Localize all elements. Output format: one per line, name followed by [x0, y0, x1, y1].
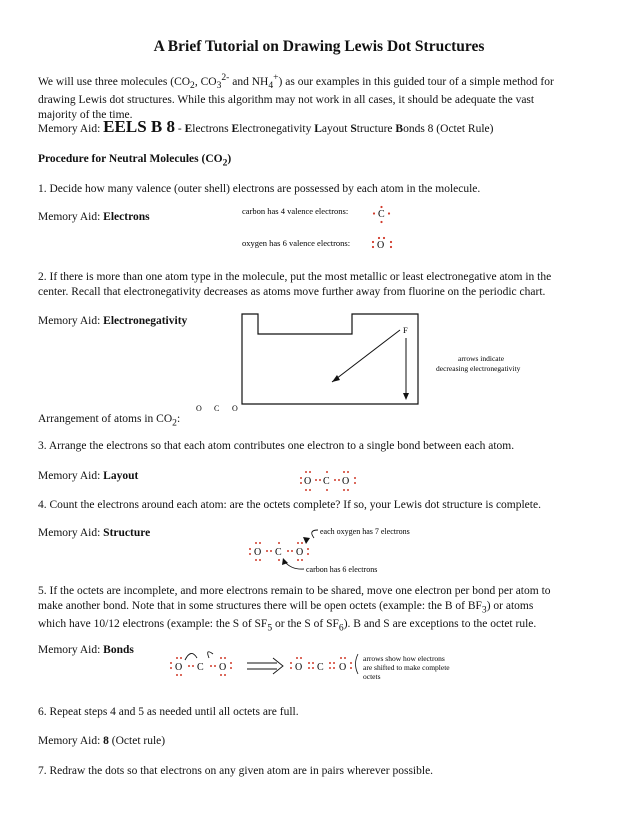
dash: -	[174, 123, 185, 135]
oxygen-atom: O	[254, 547, 262, 558]
initial: B	[395, 123, 404, 135]
oxygen-atom: O	[196, 404, 202, 413]
oxygen-arrowhead	[303, 537, 310, 544]
text: or the S of SF	[272, 618, 339, 631]
memory-aid-rest: (Octet rule)	[108, 735, 166, 747]
shift-arrow-left	[185, 653, 197, 660]
arrows-note-line-2: decreasing electronegativity	[436, 364, 521, 373]
superscript: +	[273, 72, 279, 83]
fluorine-label: F	[403, 325, 408, 335]
page-title: A Brief Tutorial on Drawing Lewis Dot Structures	[153, 38, 485, 55]
intro-text: ) as our examples in this guided tour of a simple method for	[278, 75, 554, 88]
memory-aid-label: Memory Aid:	[38, 211, 104, 223]
oxygen-atom: O	[377, 240, 385, 251]
step-2-line-1: 2. If there is more than one atom type in the molecule, put the most metallic or least electronegative atom in the	[38, 271, 552, 283]
carbon-atom: C	[197, 662, 204, 673]
heading-close: )	[227, 153, 232, 165]
memory-aid-electronegativity	[38, 314, 187, 329]
subscript: 2	[190, 80, 195, 92]
text: make another bond. Note that in some structures there will be open octets (example: the B of BF	[38, 600, 482, 612]
subscript: 3	[216, 80, 222, 92]
electronegativity-figure	[240, 312, 530, 408]
step-5-line-3	[38, 617, 628, 635]
step-4: 4. Count the electrons around each atom: are the octets complete? If so, your Lewis dot structure is complete.	[38, 499, 541, 511]
heading-text: Procedure for Neutral Molecules (CO	[38, 153, 223, 165]
subscript: 6	[338, 622, 344, 634]
subscript: 2	[172, 417, 177, 429]
arrows-note-line-1: arrows indicate	[458, 354, 505, 363]
memory-aid-main	[38, 119, 628, 137]
memory-aid-word: Electrons	[103, 211, 150, 223]
memory-aid-word: Electronegativity	[103, 315, 188, 327]
word: onds 8 (Octet Rule)	[403, 123, 494, 135]
periodic-table-outline	[242, 314, 418, 404]
carbon-valence-caption: carbon has 4 valence electrons:	[242, 206, 349, 216]
implies-arrow	[247, 658, 283, 674]
oxygen-atom: O	[339, 662, 347, 673]
superscript: 2-	[221, 72, 230, 83]
step-6: 6. Repeat steps 4 and 5 as needed until all octets are full.	[38, 706, 299, 718]
step-1: 1. Decide how many valence (outer shell) electrons are possessed by each atom in the molecule.	[38, 183, 481, 195]
oxygen-atom: O	[232, 404, 238, 413]
oxygen-atom: O	[296, 547, 304, 558]
text: ) or atoms	[486, 600, 534, 612]
intro-text: We will use three molecules (CO	[38, 75, 191, 88]
before-structure	[170, 652, 232, 676]
diagonal-arrow-line	[332, 330, 400, 382]
memory-aid-structure	[38, 526, 150, 541]
text: ). B and S are exceptions to the octet rule.	[343, 618, 537, 631]
bonds-note-line-1: arrows show how electrons	[363, 654, 445, 663]
oxygen-atom: O	[175, 662, 183, 673]
layout-figure	[296, 466, 360, 494]
memory-aid-bonds	[38, 643, 134, 658]
each-oxygen-caption: each oxygen has 7 electrons	[320, 527, 410, 536]
initial: E	[184, 123, 193, 135]
text: which have 10/12 electrons (example: the S of SF	[38, 618, 268, 631]
oxygen-atom: O	[219, 662, 227, 673]
memory-aid-octet	[38, 734, 165, 749]
shift-arrow-right	[208, 652, 213, 658]
initial: S	[350, 123, 357, 135]
atom-arrangement-figure	[192, 400, 252, 416]
bracket	[356, 654, 359, 674]
initial: E	[231, 123, 240, 135]
memory-aid-word: Structure	[103, 527, 151, 539]
arrangement-line	[38, 412, 180, 430]
step-3: 3. Arrange the electrons so that each atom contributes one electron to a single bond between each atom.	[38, 440, 515, 452]
intro-line-3: majority of the time.	[38, 109, 133, 122]
intro-text: , CO	[194, 75, 217, 88]
subscript: 2	[222, 157, 228, 169]
bonds-note-line-2: are shifted to make complete	[363, 663, 450, 672]
word: lectrons	[192, 123, 232, 135]
word: ayout	[321, 123, 351, 135]
subscript: 5	[267, 622, 273, 634]
oxygen-arrow	[312, 530, 318, 538]
carbon-atom: C	[378, 209, 385, 220]
step-5-line-1: 5. If the octets are incomplete, and more electrons remain to be shared, move one electron per bond per atom to	[38, 585, 551, 597]
oxygen-atom: O	[342, 476, 350, 487]
carbon-six-caption: carbon has 6 electrons	[306, 565, 378, 574]
memory-aid-label: Memory Aid:	[38, 315, 104, 327]
memory-aid-label: Memory Aid:	[38, 527, 104, 539]
step-2	[38, 270, 618, 300]
oxygen-valence-caption: oxygen has 6 valence electrons:	[242, 238, 351, 248]
bonds-note-line-3: octets	[363, 672, 381, 681]
procedure-heading	[38, 152, 231, 170]
arrangement-text: Arrangement of atoms in CO	[38, 413, 173, 425]
subscript: 3	[481, 604, 487, 616]
intro-line-1	[38, 70, 608, 93]
carbon-atom: C	[275, 547, 282, 558]
memory-aid-electrons	[38, 210, 150, 225]
intro-text: and NH	[229, 75, 269, 88]
step-5-line-2	[38, 599, 628, 617]
carbon-atom: C	[323, 476, 330, 487]
valence-figure	[240, 202, 400, 252]
step-7: 7. Redraw the dots so that electrons on any given atom are in pairs wherever possible.	[38, 765, 434, 777]
oxygen-atom: O	[295, 662, 303, 673]
memory-aid-label: Memory Aid:	[38, 644, 104, 656]
carbon-arrow	[285, 562, 304, 569]
vertical-arrowhead	[403, 393, 409, 400]
colon: :	[176, 413, 181, 425]
memory-aid-label: Memory Aid:	[38, 735, 104, 747]
diagonal-arrowhead	[332, 375, 340, 382]
memory-aid-word: Layout	[103, 470, 139, 482]
intro-paragraph	[38, 70, 608, 123]
carbon-atom: C	[317, 662, 324, 673]
bonds-figure	[165, 648, 485, 688]
memory-aid-layout	[38, 469, 138, 484]
step-5	[38, 584, 628, 636]
word: tructure	[356, 123, 396, 135]
carbon-atom: C	[214, 404, 220, 413]
after-structure	[290, 654, 358, 674]
intro-line-2: drawing Lewis dot structures. While this algorithm may not work in all cases, it should be adequate the vast	[38, 94, 535, 107]
word: lectronegativity	[239, 123, 315, 135]
step-2-line-2: center. Recall that electronegativity decreases as atoms move further away from fluorine on the periodic chart.	[38, 286, 546, 298]
subscript: 4	[268, 80, 274, 92]
memory-aid-word: 8	[103, 735, 109, 747]
acronym: EELS B 8	[103, 117, 175, 136]
memory-aid-label: Memory Aid:	[38, 470, 104, 482]
oxygen-atom: O	[304, 476, 312, 487]
memory-aid-word: Bonds	[103, 644, 134, 656]
memory-aid-label: Memory Aid:	[38, 123, 101, 135]
initial: L	[314, 123, 322, 135]
structure-figure	[240, 524, 410, 574]
